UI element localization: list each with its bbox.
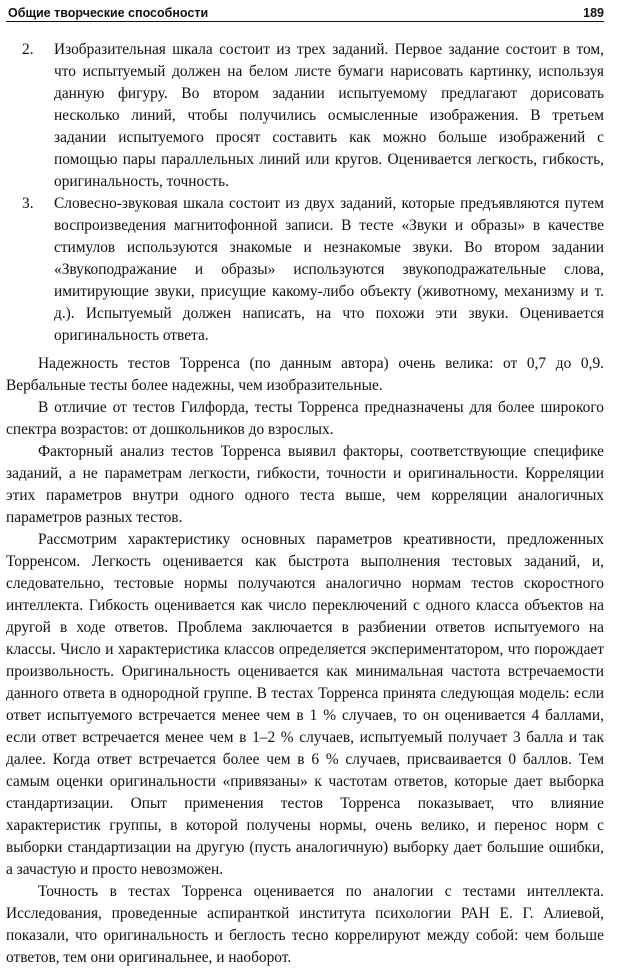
paragraph-accuracy: Точность в тестах Торренса оценивается по аналогии с тестами интеллекта. Исследования, проведенные аспиранткой института психологии РАН Е. Г. Алиевой, показали, что оригинальность и беглость тесно коррелируют между собой: чем больше ответов, тем они оригинальнее, и наоборот. bbox=[6, 883, 604, 966]
list-item-text: Словесно-звуковая шкала состоит из двух заданий, которые предъявляются путем воспроизведения магнитофонной записи. В тесте «Звуки и образы» в качестве стимулов используются знакомые и незнакомые звуки. Во втором задании «Звукоподражание и образы» используются звукоподражательные слова, имитирующие звуки, присущие какому-либо объекту (животному, механизму и т. д.). Испытуемый должен написать, на что похожи эти звуки. Оценивается оригинальность ответа. bbox=[54, 195, 604, 344]
list-item-number: 3. bbox=[22, 195, 34, 212]
page-body bbox=[6, 39, 604, 969]
page-number: 189 bbox=[583, 5, 604, 20]
paragraph-factor-analysis: Факторный анализ тестов Торренса выявил факторы, соответствующие специфике заданий, а не параметрам легкости, гибкости, точности и оригинальности. Корреляции этих параметров внутри одного одного теста выше, чем корреляции аналогичных параметров разных тестов. bbox=[6, 443, 604, 526]
running-header bbox=[6, 0, 604, 22]
list-item-number: 2. bbox=[22, 41, 34, 58]
paragraph-reliability: Надежность тестов Торренса (по данным автора) очень велика: от 0,7 до 0,9. Вербальные тесты более надежны, чем изобразительные. bbox=[6, 355, 604, 394]
running-title: Общие творческие способности bbox=[8, 5, 209, 20]
paragraph-age-range: В отличие от тестов Гилфорда, тесты Торренса предназначены для более широкого спектра возрастов: от дошкольников до взрослых. bbox=[6, 399, 604, 438]
list-item-3 bbox=[6, 193, 604, 347]
list-item-text: Изобразительная шкала состоит из трех заданий. Первое задание состоит в том, что испытуемый должен на белом листе бумаги нарисовать картинку, используя данную фигуру. Во втором задании испытуемому предлагают дорисовать несколько линий, чтобы получились осмысленные изображения. В третьем задании испытуемого просят составить как можно больше изображений с помощью пары параллельных линий или кругов. Оценивается легкость, гибкость, оригинальность, точность. bbox=[54, 41, 604, 190]
list-item-2 bbox=[6, 39, 604, 193]
paragraph-creativity-parameters: Рассмотрим характеристику основных параметров креативности, предложенных Торренсом. Легкость оценивается как быстрота выполнения тестовых заданий, и, следовательно, тестовые нормы получаются аналогично нормам тестов скоростного интеллекта. Гибкость оценивается как число переключений с одного класса объектов на другой в ходе ответов. Проблема заключается в разбиении ответов испытуемого на классы. Число и характеристика классов определяется экспериментатором, что порождает произвольность. Оригинальность оценивается как минимальная частота встречаемости данного ответа в однородной группе. В тестах Торренса принята следующая модель: если ответ испытуемого встречается менее чем в 1 % случаев, то он оценивается 4 баллами, если ответ встречается менее чем в 1–2 % случаев, испытуемый получает 3 балла и так далее. Когда ответ встречается более чем в 6 % случаев, присваивается 0 баллов. Тем самым оценки оригинальности «привязаны» к частотам ответов, которые дает выборка стандартизации. Опыт применения тестов Торренса показывает, что влияние характеристик группы, в которой получены нормы, очень велико, и перенос норм с выборки стандартизации на другую (пусть аналогичную) выборку дает большие ошибки, а зачастую и просто невозможен. bbox=[6, 531, 604, 878]
numbered-list bbox=[6, 39, 604, 347]
